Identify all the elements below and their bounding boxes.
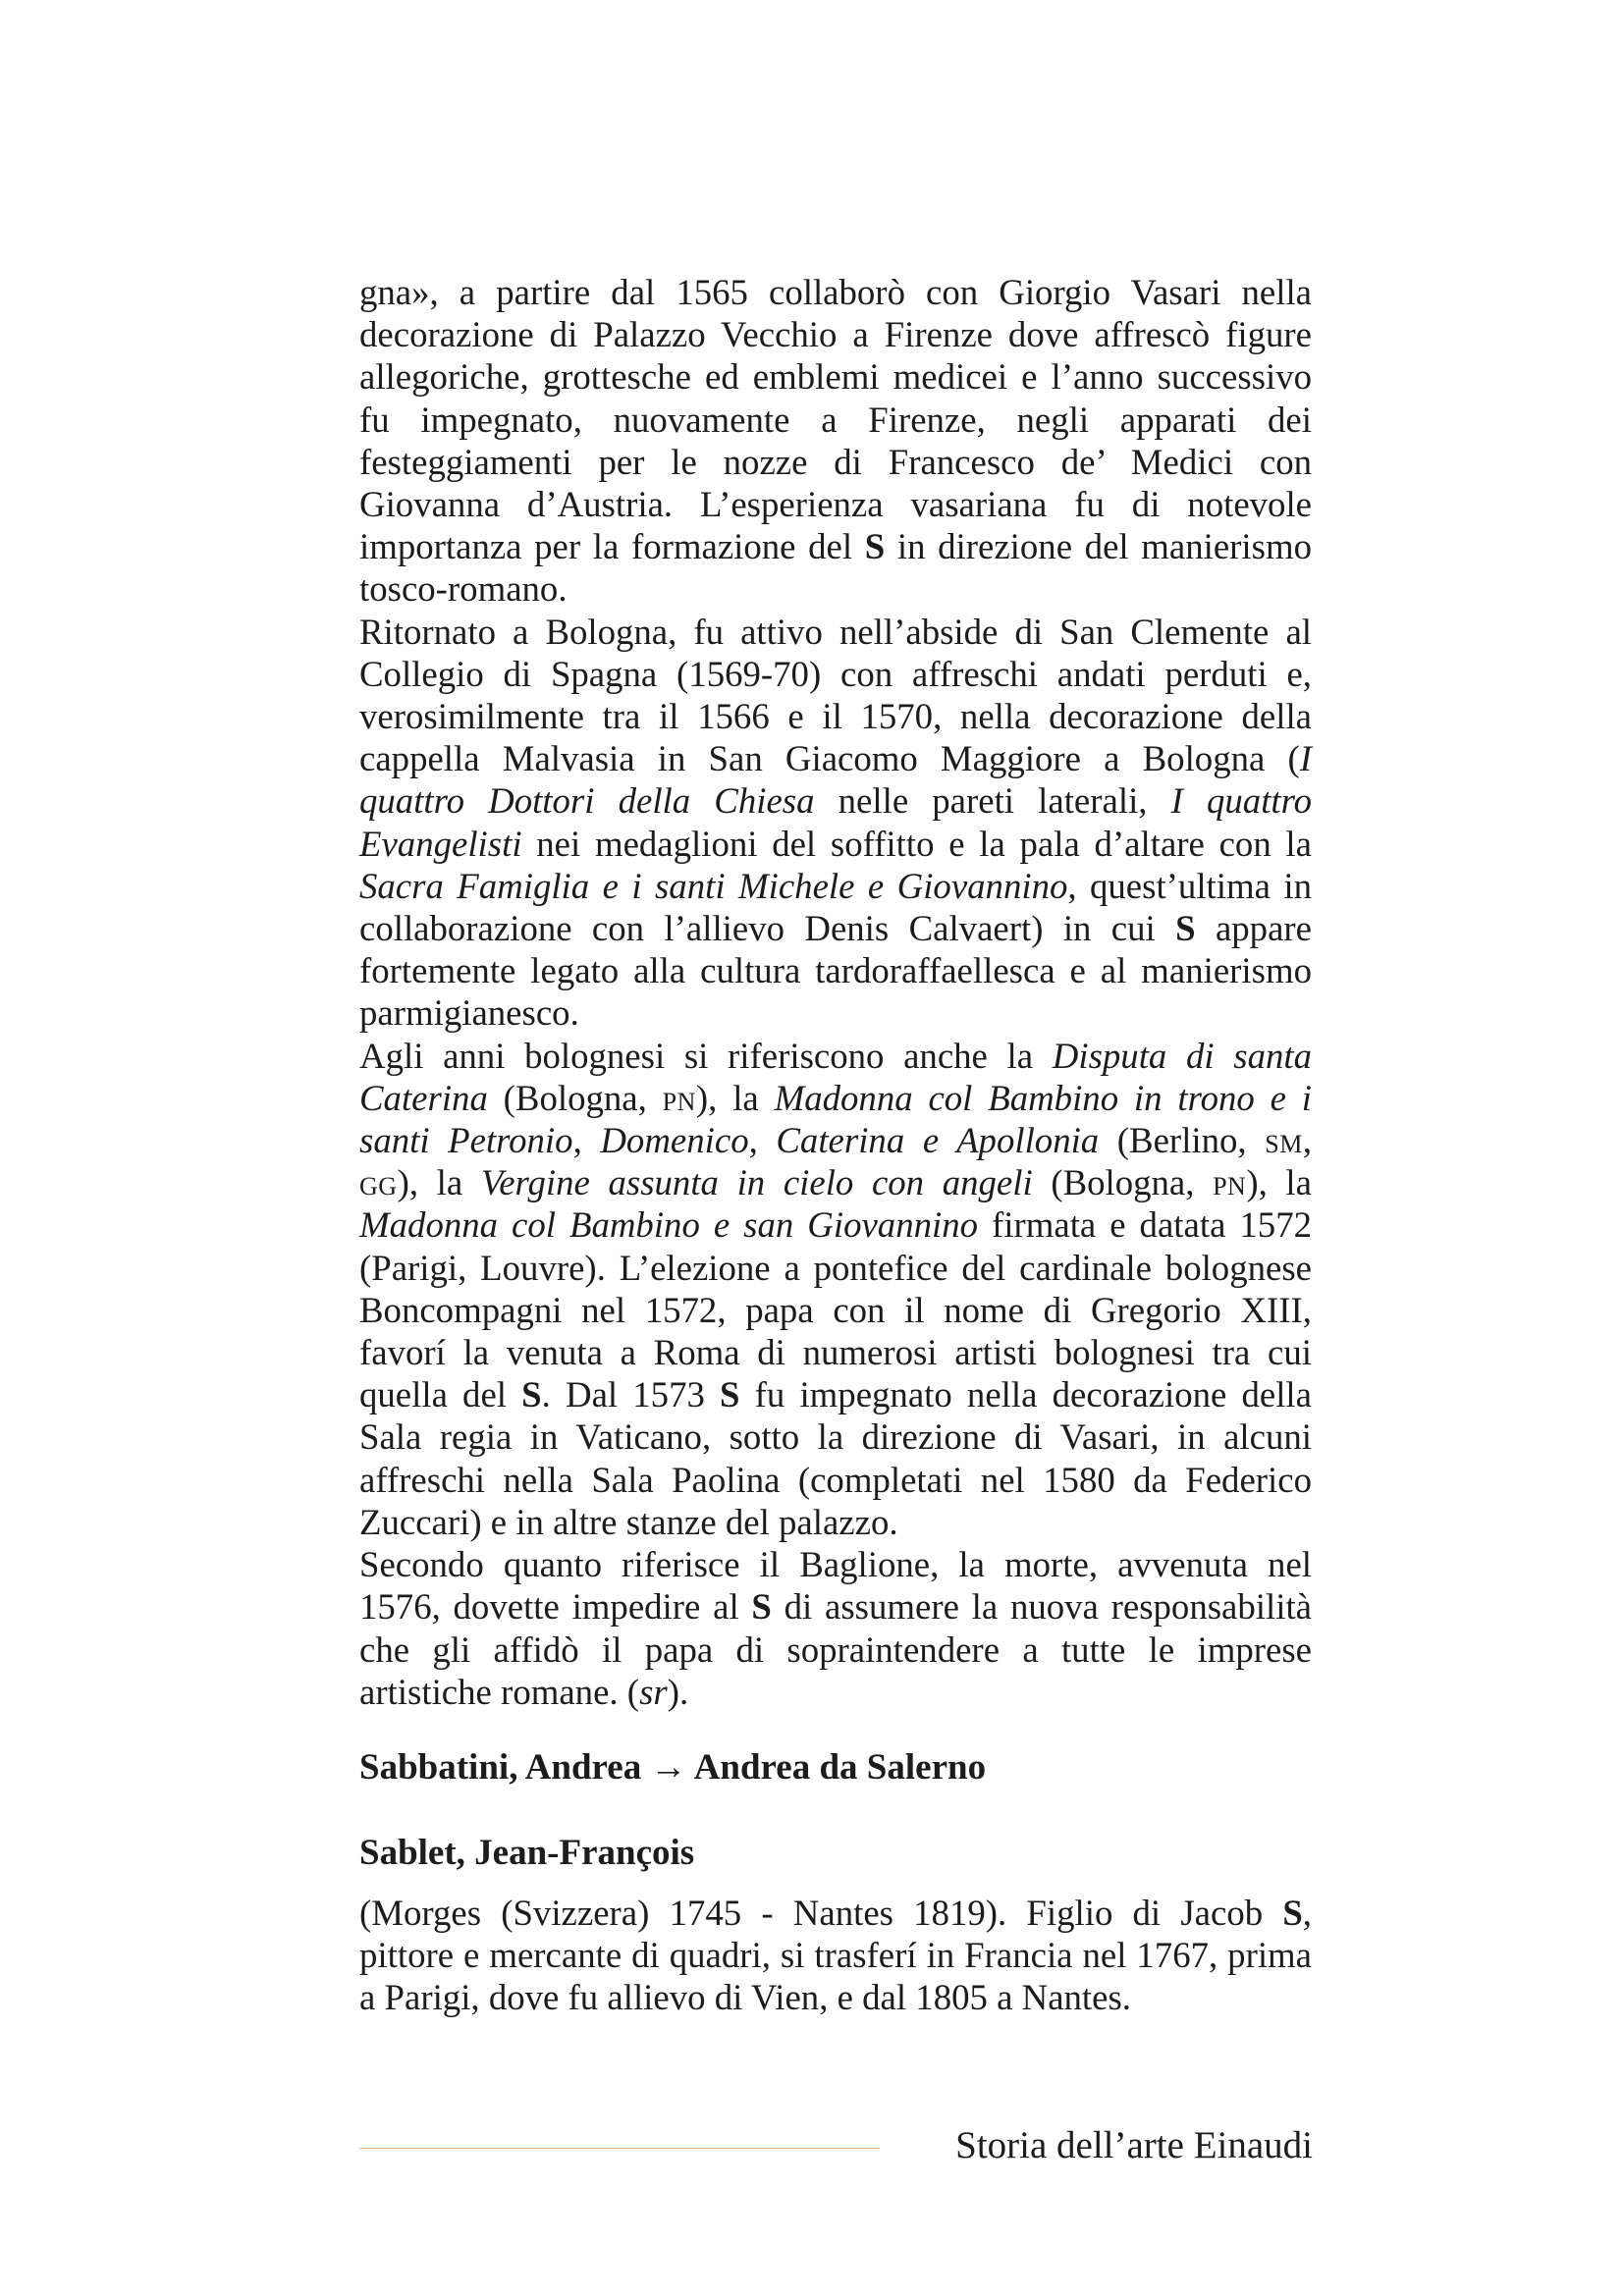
museum-abbrev: pn <box>1213 1162 1247 1203</box>
artwork-title: Vergine assunta in cielo con angeli <box>480 1162 1033 1203</box>
artwork-title: Madonna col Bambino e san Giovannino <box>359 1204 979 1246</box>
text-run: firmata e datata 1572 (Parigi, Louvre). L’elezione a pontefice del cardinale bolognese Boncompagni nel 1572, papa con il nome di Gregorio XIII, favorí la venuta a Roma di numerosi artisti bolognesi tra cui quella del <box>359 1204 1312 1415</box>
text-run: nei medaglioni del soffitto e la pala d’altare con la <box>521 823 1312 864</box>
text-run: ), la <box>1246 1162 1312 1203</box>
artist-abbrev: S <box>1175 908 1196 949</box>
entry-heading-sablet: Sablet, Jean-François <box>359 1832 695 1873</box>
text-run: , pittore e mercante di quadri, si trasferí in Francia nel 1767, prima a Parigi, dove fu allievo di Vien, e dal 1805 a Nantes. <box>359 1892 1312 2018</box>
author-initials: sr <box>639 1671 668 1712</box>
text-run: (Berlino, <box>1099 1120 1266 1161</box>
text-run: (Bologna, <box>1032 1162 1214 1203</box>
paragraph-death <box>359 1543 1312 1713</box>
artist-abbrev: S <box>720 1374 740 1415</box>
artwork-title: I quattro Dottori della Chiesa <box>359 738 1312 822</box>
text-run: ). <box>667 1671 689 1712</box>
paragraph-vasari-collaboration <box>359 271 1312 611</box>
text-run: . Dal 1573 <box>541 1374 721 1415</box>
artwork-title: Sacra Famiglia e i santi Michele e Giovannino <box>359 865 1068 906</box>
text-run: Agli anni bolognesi si riferiscono anche la <box>359 1035 1053 1076</box>
text-run: ), la <box>695 1077 775 1118</box>
artist-abbrev: S <box>751 1586 772 1628</box>
paragraph-sablet-bio <box>359 1892 1312 2019</box>
artwork-title: I quattro Evangelisti <box>359 780 1312 864</box>
artist-abbrev: S <box>1282 1892 1303 1933</box>
text-run: di assumere la nuova responsabilità che gli affidò il papa di sopraintendere a tutte le imprese artistiche romane. ( <box>359 1586 1312 1712</box>
museum-abbrev: gg <box>359 1162 398 1203</box>
museum-abbrev: sm <box>1265 1120 1303 1161</box>
artwork-title: Disputa di santa Caterina <box>359 1035 1312 1118</box>
text-run: appare fortemente legato alla cultura tardoraffaellesca e al manierismo parmigianesco. <box>359 908 1312 1034</box>
entry-heading-sabbatini: Sabbatini, Andrea → Andrea da Salerno <box>359 1746 987 1788</box>
text-run: Secondo quanto riferisce il Baglione, la morte, avvenuta nel 1576, dovette impedire al <box>359 1544 1312 1628</box>
paragraph-return-to-bologna <box>359 611 1312 1035</box>
artwork-title: Domenico <box>600 1120 749 1161</box>
text-run: , <box>1302 1120 1313 1161</box>
text-run: (Morges (Svizzera) 1745 - Nantes 1819). Figlio di Jacob <box>359 1892 1283 1933</box>
text-run: , <box>572 1120 601 1161</box>
museum-abbrev: pn <box>662 1077 696 1118</box>
footer-title: Storia dell’arte Einaudi <box>955 2124 1313 2166</box>
body-text-column <box>359 271 1312 2019</box>
text-run: fu impegnato nella decorazione della Sala regia in Vaticano, sotto la direzione di Vasari, in alcuni affreschi nella Sala Paolina (completati nel 1580 da Federico Zuccari) e in altre stanze del palazzo. <box>359 1374 1312 1542</box>
artist-abbrev: S <box>521 1374 542 1415</box>
text-run: gna», a partire dal 1565 collaborò con Giorgio Vasari nella decorazione di Palazzo Vecchio a Firenze dove affrescò figure allegoriche, grottesche ed emblemi medicei e l’anno successivo fu impegnato, nuovamente a Firenze, negli apparati dei festeggiamenti per le nozze di Francesco de’ Medici con Giovanna d’Austria. L’esperienza vasariana fu di notevole importanza per la formazione del <box>359 272 1312 567</box>
text-run: Ritornato a Bologna, fu attivo nell’abside di San Clemente al Collegio di Spagna (1569-70) con affreschi andati perduti e, verosimilmente tra il 1566 e il 1570, nella decorazione della cappella Malvasia in San Giacomo Maggiore a Bologna ( <box>359 611 1312 779</box>
footer-rule <box>359 2148 880 2149</box>
artist-abbrev: S <box>864 526 886 567</box>
text-run: ), la <box>397 1162 481 1203</box>
text-run: (Bologna, <box>487 1077 663 1118</box>
text-run: in direzione del manierismo tosco-romano. <box>359 526 1312 610</box>
paragraph-bolognese-years <box>359 1035 1312 1543</box>
text-run: , quest’ultima in collaborazione con l’allievo Denis Calvaert) in cui <box>359 865 1312 949</box>
text-run: nelle pareti laterali, <box>814 780 1171 822</box>
artwork-title: Caterina e Apollonia <box>776 1120 1100 1161</box>
text-run: , <box>748 1120 777 1161</box>
artwork-title: Madonna col Bambino in trono e i santi Petronio <box>359 1077 1312 1161</box>
